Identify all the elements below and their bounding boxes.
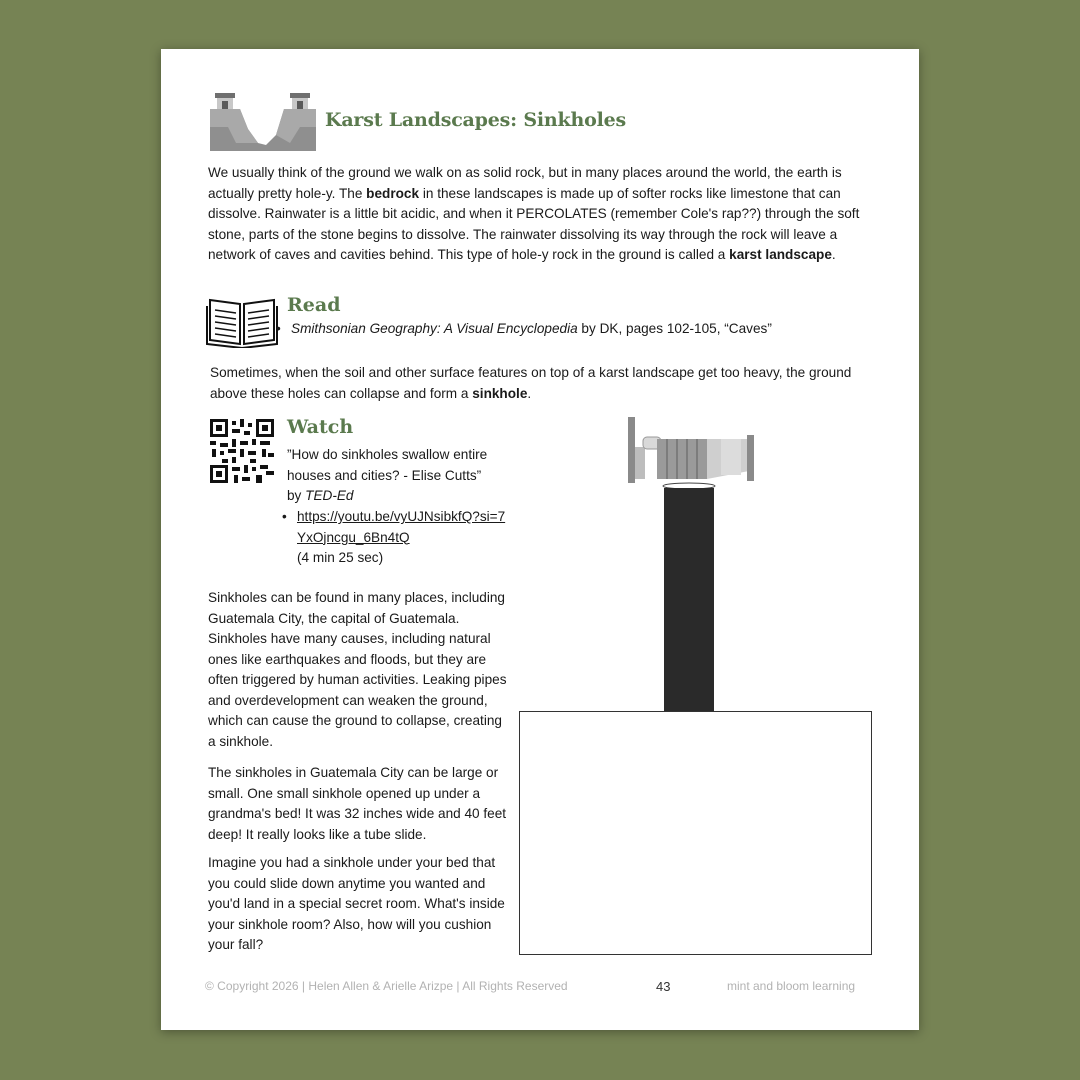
karst-landscape-term: karst landscape [729, 247, 832, 262]
video-link-item [297, 507, 507, 569]
drawing-box[interactable] [519, 711, 872, 955]
qr-code-icon[interactable] [210, 419, 274, 483]
sinkhole-landscape-icon [208, 87, 318, 151]
intro-text: . [831, 247, 836, 262]
intro-text: in these landscapes is made up of softer rocks like limestone that can dissolve. Rainwater is a little bit acidic, and when it PERCOLATES (remember Cole's rap??) through the soft stone, parts of the stone begins to dissolve. The rainwater dissolving its way through the rock will leave a network of caves and cavities behind. This type of hole-y rock in the ground is called a [208, 185, 860, 262]
para2-text: Sometimes, when the soil and other surface features on top of a karst landscape get too heavy, the ground above these holes can collapse and form a [210, 365, 852, 401]
bed-over-sinkhole-illustration [621, 409, 761, 714]
intro-paragraph [208, 163, 878, 266]
video-source: TED-Ed [305, 488, 354, 503]
read-heading: Read [287, 294, 341, 316]
bedrock-term: bedrock [366, 185, 420, 201]
intro-text: We usually think of the ground we walk on as solid rock, but in many places around the world, the earth is actually pretty hole-y. The [208, 165, 842, 201]
video-description [287, 445, 499, 507]
video-title: ”How do sinkholes swallow entire houses and cities? - Elise Cutts” by [287, 447, 488, 503]
video-link[interactable]: https://youtu.be/vyUJNsibkfQ?si=7YxOjncgu_6Bn4tQ [297, 509, 506, 545]
book-title: Smithsonian Geography: A Visual Encyclopedia [291, 321, 578, 336]
watch-heading: Watch [287, 416, 354, 438]
footer-copyright: © Copyright 2026 | Helen Allen & Arielle Arizpe | All Rights Reserved [205, 979, 568, 993]
para2-text: . [527, 385, 532, 401]
sinkhole-paragraph [210, 363, 870, 404]
body-paragraph-causes: Sinkholes can be found in many places, including Guatemala City, the capital of Guatemala. Sinkholes have many causes, including natural ones like earthquakes and floods, but they are often triggered by human activities. Leaking pipes and overdevelopment can weaken the ground, which can cause the ground to collapse, creating a sinkhole. [208, 590, 507, 749]
read-list-item [291, 321, 851, 336]
open-book-icon [206, 294, 278, 348]
page-title: Karst Landscapes: Sinkholes [325, 109, 626, 131]
sinkhole-term: sinkhole [472, 385, 528, 401]
book-details: by DK, pages 102-105, “Caves” [577, 321, 772, 336]
body-paragraph-grandma-bed: The sinkholes in Guatemala City can be large or small. One small sinkhole opened up under a grandma's bed! It was 32 inches wide and 40 feet deep! It really looks like a tube slide. [208, 765, 507, 842]
body-paragraph-imagine: Imagine you had a sinkhole under your bed that you could slide down anytime you wanted and you'd land in a special secret room. What's inside your sinkhole room? Also, how will you cushion your fall? [208, 855, 505, 952]
video-duration: (4 min 25 sec) [297, 550, 384, 565]
worksheet-page [161, 49, 919, 1030]
page-number: 43 [656, 979, 671, 994]
footer-brand: mint and bloom learning [727, 979, 856, 993]
